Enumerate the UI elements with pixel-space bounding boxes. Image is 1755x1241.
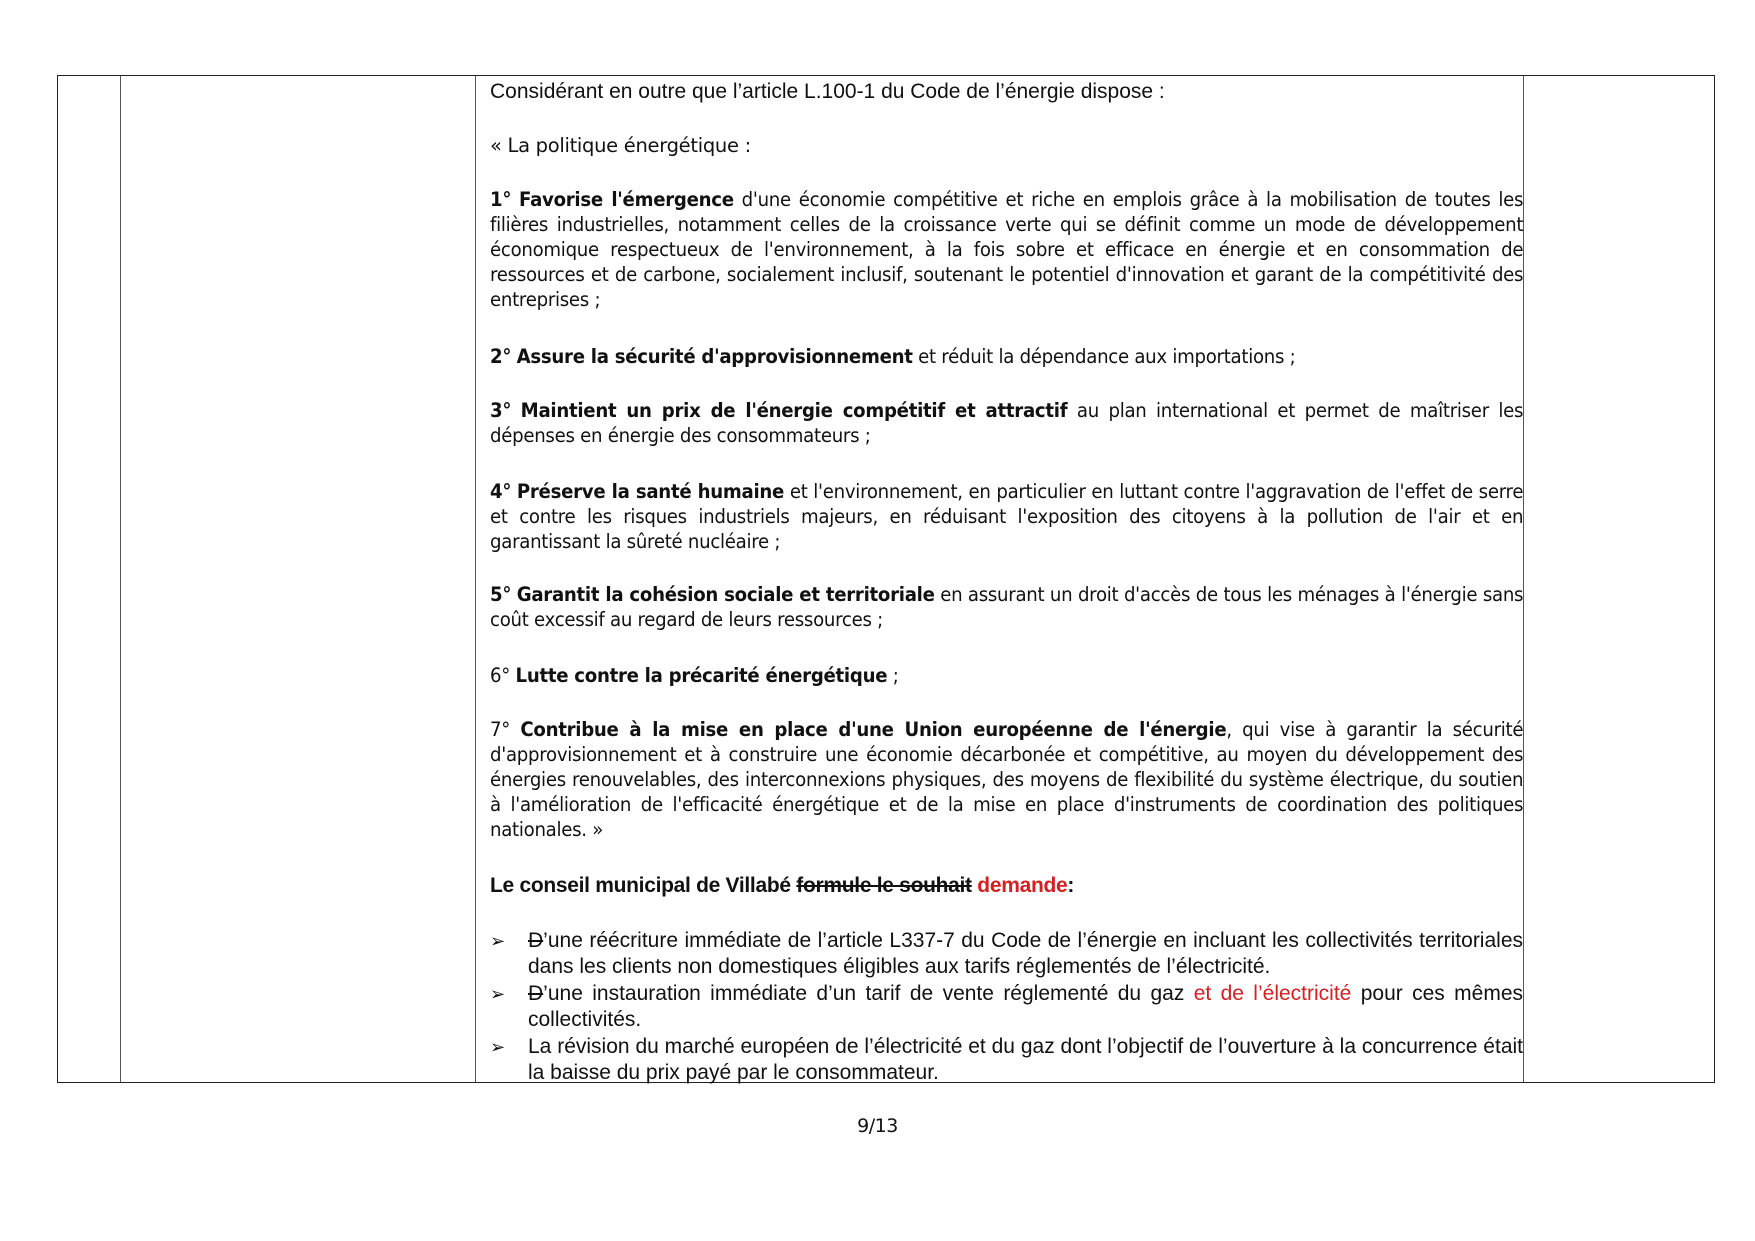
- intro-paragraph: Considérant en outre que l’article L.100-1 du Code de l’énergie dispose :: [490, 80, 1165, 103]
- document-table: [57, 75, 1715, 1083]
- item-3-number: 3°: [490, 399, 512, 422]
- bullet-1-deleted-text: D: [528, 929, 544, 952]
- resolution-suffix: :: [1067, 874, 1075, 897]
- article-item-1: [490, 187, 1523, 312]
- article-item-4: [490, 479, 1523, 554]
- item-5-text: en assurant un droit d'accès de tous les ménages à l'énergie sans coût excessif au regard de leurs ressources ;: [490, 583, 1524, 631]
- article-item-6: [490, 663, 1523, 688]
- item-1-bold: Favorise l'émergence: [519, 188, 734, 211]
- bullet-3-text: La révision du marché européen de l’électricité et du gaz dont l’objectif de l’ouverture à la concurrence était la baisse du prix payé par le consommateur.: [528, 1035, 1523, 1084]
- article-item-7: [490, 717, 1523, 842]
- demand-bullet-2: [490, 981, 1523, 1033]
- arrow-bullet-icon: ➢: [490, 931, 506, 951]
- item-5-number: 5°: [490, 583, 512, 606]
- bullet-1-text: ’une réécriture immédiate de l’article L337-7 du Code de l’énergie en incluant les collectivités territoriales dans les clients non domestiques éligibles aux tarifs réglementés de l’électricité.: [528, 929, 1523, 978]
- bullet-2-deleted-text: D: [528, 982, 544, 1005]
- resolution-prefix: Le conseil municipal de Villabé: [490, 874, 797, 897]
- arrow-bullet-icon: ➢: [490, 984, 506, 1004]
- bullet-2-text: ’une instauration immédiate d’un tarif de vente réglementé du gaz: [543, 982, 1194, 1005]
- article-item-5: [490, 582, 1523, 632]
- item-3-text: au plan international et permet de maîtriser les dépenses en énergie des consommateurs ;: [490, 399, 1524, 447]
- bullet-2-inserted-text: et de l’électricité: [1193, 982, 1352, 1005]
- demand-bullet-3: [490, 1034, 1523, 1086]
- item-5-bold: Garantit la cohésion sociale et territoriale: [516, 583, 935, 606]
- article-item-3: [490, 398, 1523, 448]
- item-2-text: et réduit la dépendance aux importations ;: [912, 345, 1296, 368]
- item-7-text: , qui vise à garantir la sécurité d'approvisionnement et à construire une économie décarbonée et compétitive, au moyen du développement des énergies renouvelables, des interconnexions physiques, des moyens de flexibilité du système électrique, du soutien à l'amélioration de l'efficacité énergétique et de la mise en place d'instruments de coordination des politiques nationales. »: [490, 718, 1524, 841]
- item-1-text: d'une économie compétitive et riche en emplois grâce à la mobilisation de toutes les filières industrielles, notamment celles de la croissance verte qui se définit comme un mode de développement économique respectueux de l'environnement, à la fois sobre et efficace en énergie et en consommation de ressources et de carbone, socialement inclusif, soutenant le potentiel d'innovation et garant de la compétitivité des entreprises ;: [490, 188, 1524, 311]
- item-4-text: et l'environnement, en particulier en luttant contre l'aggravation de l'effet de serre et contre les risques industriels majeurs, en réduisant l'exposition des citoyens à la pollution de l'air et en garantissant la sûreté nucléaire ;: [490, 480, 1524, 553]
- article-item-2: [490, 344, 1523, 369]
- column-divider-1: [120, 76, 121, 1082]
- item-2-number: 2°: [490, 345, 512, 368]
- page-number: 9/13: [857, 1115, 898, 1137]
- resolution-deleted-text: formule le souhait: [796, 874, 972, 897]
- item-3-bold: Maintient un prix de l'énergie compétitif et attractif: [520, 399, 1068, 422]
- item-1-number: 1°: [490, 188, 512, 211]
- item-2-bold: Assure la sécurité d'approvisionnement: [516, 345, 913, 368]
- item-6-text: ;: [887, 664, 899, 687]
- item-4-number: 4°: [490, 480, 512, 503]
- bullet-2-text-after: pour ces mêmes collectivités.: [528, 982, 1523, 1031]
- item-6-bold: Lutte contre la précarité énergétique: [515, 664, 888, 687]
- arrow-bullet-icon: ➢: [490, 1037, 506, 1057]
- item-7-number: 7°: [490, 718, 511, 741]
- column-divider-2: [475, 76, 476, 1082]
- item-4-bold: Préserve la santé humaine: [516, 480, 785, 503]
- quote-opening: « La politique énergétique :: [490, 134, 751, 157]
- resolution-heading: [490, 873, 1523, 898]
- demand-bullet-1: [490, 928, 1523, 980]
- resolution-inserted-text: demande: [971, 874, 1068, 897]
- item-7-bold: Contribue à la mise en place d'une Union européenne de l'énergie: [520, 718, 1227, 741]
- item-6-number: 6°: [490, 664, 511, 687]
